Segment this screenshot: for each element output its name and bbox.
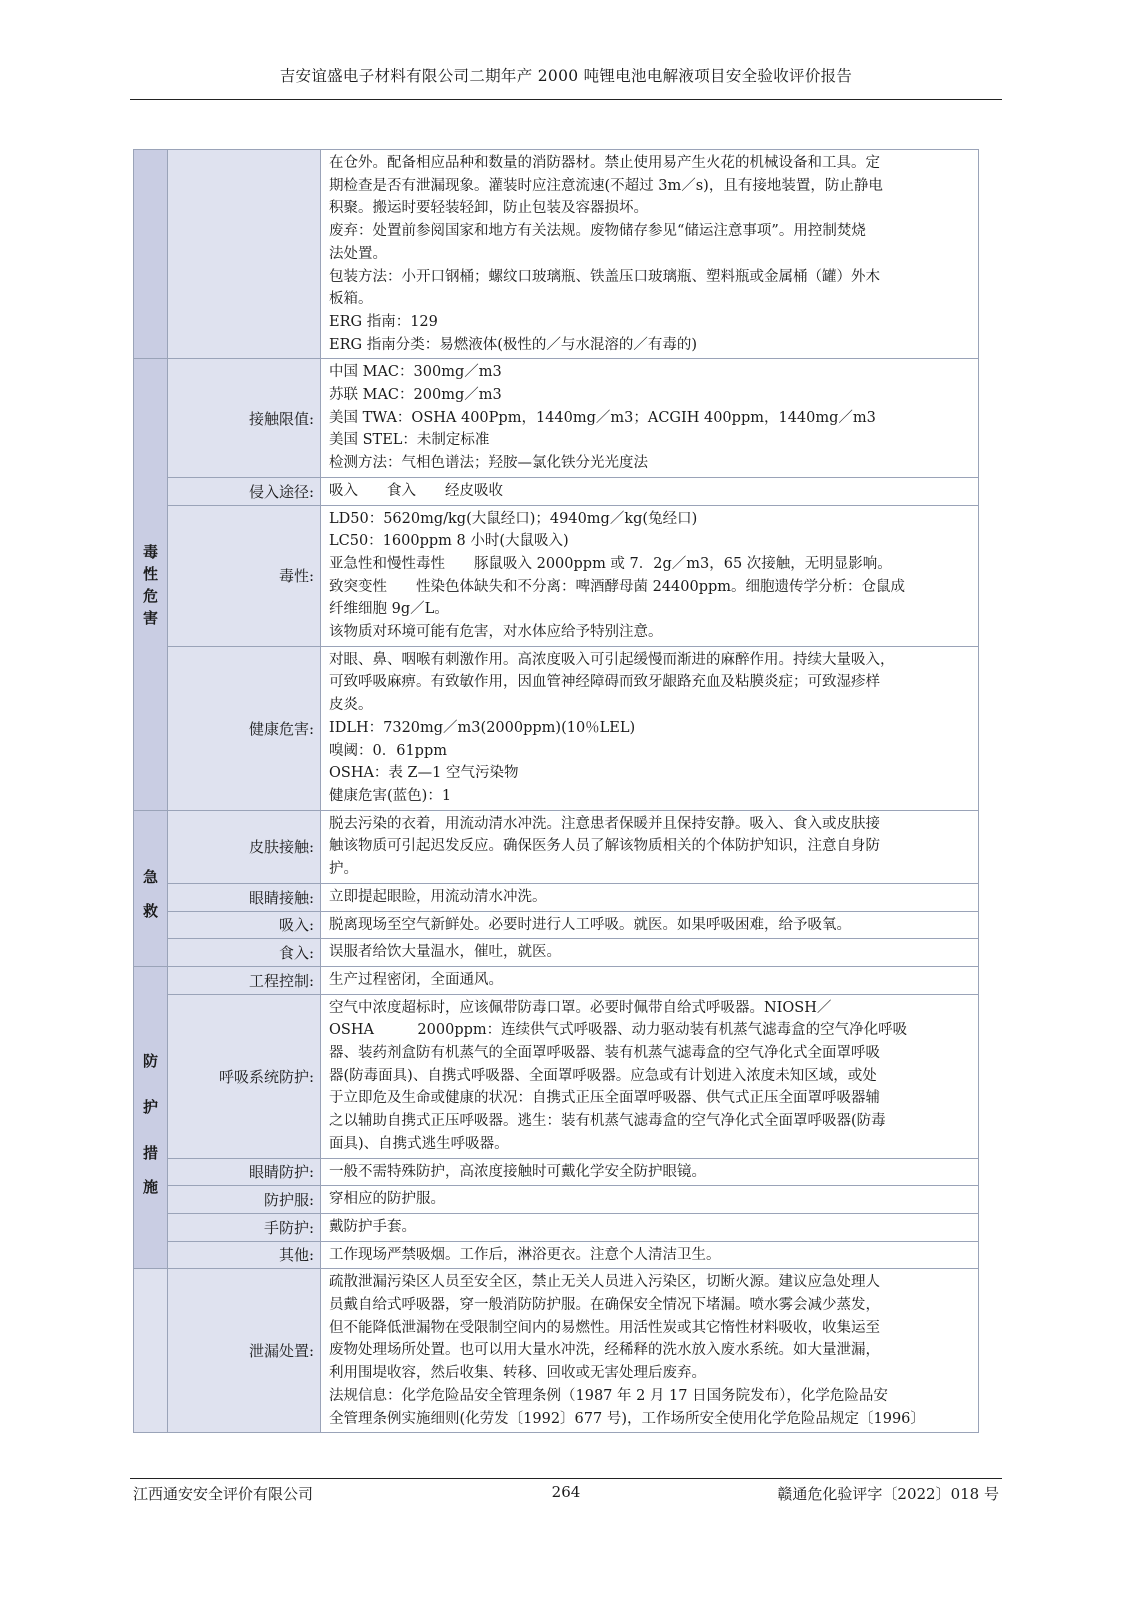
text-line: 但不能降低泄漏物在受限制空间内的易燃性。用活性炭或其它惰性材料吸收，收集运至 [329,1319,880,1336]
label-toxicity: 毒性: [168,505,321,646]
text-line: 中国 MAC：300mg／m3 [329,364,502,381]
text-line: 美国 TWA：OSHA 400Ppm，1440mg／m3；ACGIH 400ppm，1440mg／m3 [329,409,876,426]
label-spill: 泄漏处置: [168,1269,321,1433]
text-line: 致突变性 性染色体缺失和不分离：啤酒酵母菌 24400ppm。细胞遗传学分析：仓鼠成 [329,578,906,595]
label-ingestion: 食入: [168,939,321,967]
category-char: 急 [142,868,158,887]
subcategory-cell-empty [168,150,321,359]
row-other [134,1241,979,1269]
category-char: 毒 [142,542,158,561]
row-engineering [134,966,979,994]
text-line: 美国 STEL：未制定标准 [329,432,490,449]
text-line: 苏联 MAC：200mg／m3 [329,387,502,404]
footer-company: 江西通安安全评价有限公司 [133,1485,314,1503]
row-exposure-limits [134,359,979,478]
label-health: 健康危害: [168,646,321,810]
category-char: 救 [142,902,158,921]
text-line: 一般不需特殊防护，高浓度接触时可戴化学安全防护眼镜。 [329,1163,706,1180]
category-cell-empty [134,1269,168,1433]
text-line: 之以辅助自携式正压呼吸器。逃生：装有机蒸气滤毒盒的空气净化式全面罩呼吸器(防毒 [329,1113,886,1130]
row-skin-contact [134,810,979,883]
text-line: 利用围堤收容，然后收集、转移、回收或无害处理后废弃。 [329,1365,706,1382]
category-char: 护 [142,1097,158,1116]
engineering-content [321,966,979,994]
respiratory-content [321,994,979,1158]
eye-contact-content [321,883,979,911]
inhalation-content [321,911,979,939]
text-line: 立即提起眼睑，用流动清水冲洗。 [329,888,547,905]
text-line: 在仓外。配备相应品种和数量的消防器材。禁止使用易产生火花的机械设备和工具。定 [329,155,880,171]
text-line: 检测方法：气相色谱法；羟胺—氯化铁分光光度法 [329,455,648,472]
label-hand: 手防护: [168,1213,321,1241]
label-eye-protection: 眼睛防护: [168,1158,321,1186]
text-line: IDLH：7320mg／m3(2000ppm)(10％LEL) [329,719,636,736]
row-respiratory [134,994,979,1158]
text-line: 员戴自给式呼吸器，穿一般消防防护服。在确保安全情况下堵漏。喷水雾会减少蒸发， [329,1297,880,1314]
text-line: 可致呼吸麻痹。有致敏作用，因血管神经障碍而致牙龈路充血及粘膜炎症；可致湿疹样 [329,674,880,691]
text-line: ERG 指南：129 [329,313,438,330]
category-protection [134,966,168,1268]
text-line: 全管理条例实施细则(化劳发〔1992〕677 号)，工作场所安全使用化学危险品规定〔1996〕 [329,1410,925,1427]
label-route: 侵入途径: [168,477,321,505]
category-char: 害 [142,608,158,627]
text-line: 该物质对环境可能有危害，对水体应给予特别注意。 [329,624,663,641]
label-inhalation: 吸入: [168,911,321,939]
route-content [321,477,979,505]
page-number: 264 [551,1483,581,1501]
label-eye-contact: 眼睛接触: [168,883,321,911]
label-clothing: 防护服: [168,1186,321,1214]
category-toxicity [134,359,168,810]
storage-content [321,150,979,359]
text-line: LC50：1600ppm 8 小时(大鼠吸入) [329,533,569,550]
text-line: 吸入 食入 经皮吸收 [329,482,503,499]
eye-protection-content [321,1158,979,1186]
text-line: 法规信息：化学危险品安全管理条例（1987 年 2 月 17 日国务院发布），化学危险品安 [329,1387,888,1404]
text-line: 期检查是否有泄漏现象。灌装时应注意流速(不超过 3m／s)，且有接地装置，防止静电 [329,177,883,194]
footer-divider [130,1478,1002,1479]
row-toxicity [134,505,979,646]
text-line: 器(防毒面具)、自携式呼吸器、全面罩呼吸器。应急或有计划进入浓度未知区域，或处 [329,1067,877,1084]
category-char: 施 [142,1177,158,1196]
text-line: 包装方法：小开口钢桶；螺纹口玻璃瓶、铁盖压口玻璃瓶、塑料瓶或金属桶（罐）外木 [329,268,880,285]
row-route [134,477,979,505]
category-char: 防 [142,1051,158,1070]
text-line: 脱去污染的衣着，用流动清水冲洗。注意患者保暖并且保持安静。吸入、食入或皮肤接 [329,815,880,832]
text-line: OSHA：表 Z—1 空气污染物 [329,765,519,782]
row-clothing [134,1186,979,1214]
text-line: 穿相应的防护服。 [329,1191,445,1208]
text-line: 健康危害(蓝色)：1 [329,787,452,804]
report-number: 赣通危化验评字〔2022〕018 号 [777,1485,999,1503]
header-divider [130,99,1002,100]
spill-content [321,1269,979,1433]
text-line: LD50：5620mg/kg(大鼠经口)；4940mg／kg(兔经口) [329,510,698,527]
category-char: 性 [142,564,158,583]
text-line: 面具)、自携式逃生呼吸器。 [329,1135,509,1152]
text-line: 纤维细胞 9g／L。 [329,601,449,618]
text-line: 工作现场严禁吸烟。工作后，淋浴更衣。注意个人清洁卫生。 [329,1246,721,1263]
text-line: 戴防护手套。 [329,1218,416,1235]
row-inhalation [134,911,979,939]
row-eye-contact [134,883,979,911]
text-line: 对眼、鼻、咽喉有刺激作用。高浓度吸入可引起缓慢而渐进的麻醉作用。持续大量吸入， [329,651,895,668]
label-skin-contact: 皮肤接触: [168,810,321,883]
text-line: 板箱。 [329,291,373,308]
text-line: 积聚。搬运时要轻装轻卸，防止包装及容器损坏。 [329,200,648,217]
text-line: 器、装药剂盒防有机蒸气的全面罩呼吸器、装有机蒸气滤毒盒的空气净化式全面罩呼吸 [329,1045,880,1062]
row-spill [134,1269,979,1433]
category-cell-empty [134,150,168,359]
text-line: 误服者给饮大量温水，催吐，就医。 [329,944,561,961]
other-content [321,1241,979,1269]
row-hand [134,1213,979,1241]
text-line: 废物处理场所处置。也可以用大量水冲洗，经稀释的洗水放入废水系统。如大量泄漏， [329,1342,880,1359]
ingestion-content [321,939,979,967]
label-other: 其他: [168,1241,321,1269]
msds-table [133,149,979,1433]
label-respiratory: 呼吸系统防护: [168,994,321,1158]
text-line: OSHA 2000ppm：连续供气式呼吸器、动力驱动装有机蒸气滤毒盒的空气净化呼吸 [329,1022,908,1039]
text-line: 触该物质可引起迟发反应。确保医务人员了解该物质相关的个体防护知识，注意自身防 [329,838,880,855]
clothing-content [321,1186,979,1214]
text-line: 脱离现场至空气新鲜处。必要时进行人工呼吸。就医。如果呼吸困难，给予吸氧。 [329,916,851,933]
text-line: 皮炎。 [329,697,373,714]
hand-content [321,1213,979,1241]
category-char: 危 [142,586,158,605]
category-first-aid [134,810,168,966]
toxicity-content [321,505,979,646]
text-line: 护。 [329,861,358,878]
label-exposure-limits: 接触限值: [168,359,321,478]
text-line: 生产过程密闭，全面通风。 [329,971,503,988]
category-char: 措 [142,1143,158,1162]
skin-contact-content [321,810,979,883]
text-line: ERG 指南分类：易燃液体(极性的／与水混溶的／有毒的) [329,336,698,353]
health-content [321,646,979,810]
row-health [134,646,979,810]
text-line: 于立即危及生命或健康的状况：自携式正压全面罩呼吸器、供气式正压全面罩呼吸器辅 [329,1090,880,1107]
text-line: 亚急性和慢性毒性 豚鼠吸入 2000ppm 或 7．2g／m3，65 次接触，无明显影响。 [329,555,892,572]
row-eye-protection [134,1158,979,1186]
row-storage [134,150,979,359]
text-line: 空气中浓度超标时，应该佩带防毒口罩。必要时佩带自给式呼吸器。NIOSH／ [329,999,832,1016]
row-ingestion [134,939,979,967]
text-line: 法处置。 [329,245,387,262]
text-line: 疏散泄漏污染区人员至安全区，禁止无关人员进入污染区，切断火源。建议应急处理人 [329,1274,880,1291]
exposure-limits-content [321,359,979,478]
label-engineering: 工程控制: [168,966,321,994]
text-line: 嗅阈：0．61ppm [329,742,447,759]
report-header: 吉安谊盛电子材料有限公司二期年产 2000 吨锂电池电解液项目安全验收评价报告 [279,67,853,85]
text-line: 废弃：处置前参阅国家和地方有关法规。废物储存参见“储运注意事项”。用控制焚烧 [329,223,866,240]
